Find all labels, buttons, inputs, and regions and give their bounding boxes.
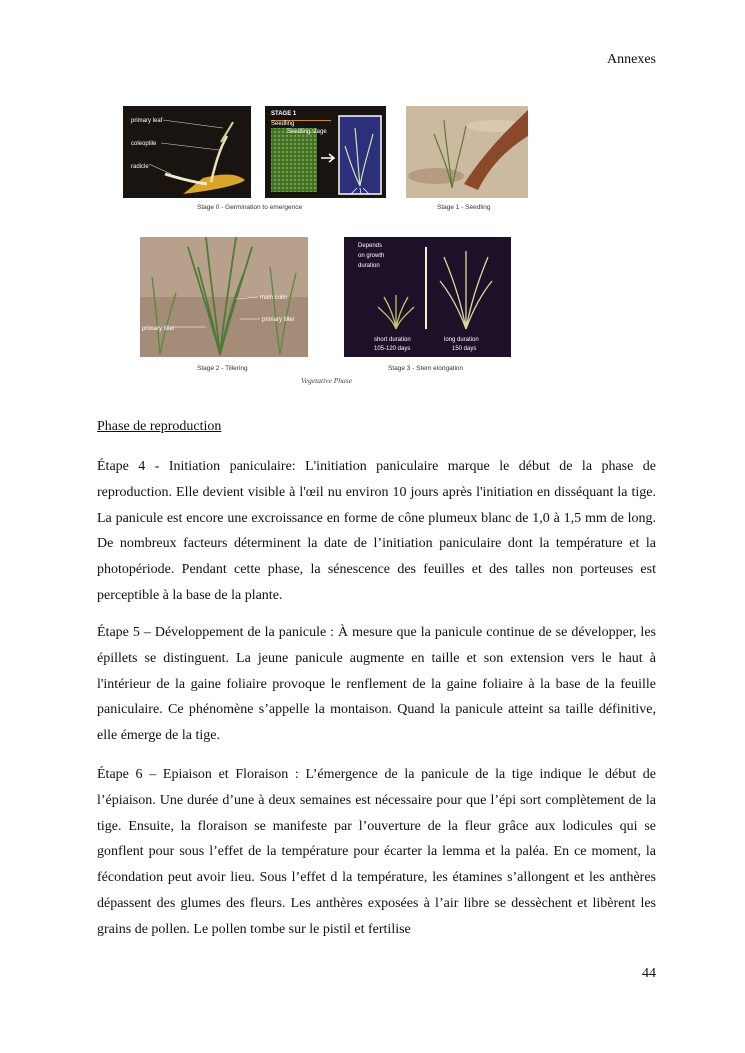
caption-stage1: Stage 1 - Seedling bbox=[437, 204, 491, 211]
label-duration: duration bbox=[358, 263, 380, 269]
stage1-box-label: Seedling stage bbox=[287, 129, 327, 135]
paragraph-stage4: Étape 4 - Initiation paniculaire: L'initiation paniculaire marque le début de la phase de reproduction. Elle devient visible à l'œil nu environ 10 jours après l'initiation en disséquant la tige. La panicule est encore une excroissance en forme de cône plumeux blanc de 1,0 à 1,5 mm de long. De nombreux facteurs déterminent la date de l’initiation paniculaire dont la température et la photopériode. Pendant cette phase, la sénescence des feuilles et des talles non porteuses est perceptible à la base de la plante. bbox=[97, 459, 656, 603]
rice-growth-stages-figure bbox=[115, 100, 545, 390]
seedling-planting-photo bbox=[406, 106, 528, 198]
caption-stage3: Stage 3 - Stem elongation bbox=[388, 365, 464, 372]
label-primary-tiller-left: primary tiller bbox=[142, 326, 175, 332]
label-coleoptile: coleoptile bbox=[131, 141, 157, 147]
label-main-culm: main culm bbox=[260, 295, 288, 301]
label-depends: Depends bbox=[358, 243, 383, 249]
paragraph-stage5: Étape 5 – Développement de la panicule : À mesure que la panicule continue de se développer, les épillets se distinguent. La jeune panicule augmente en taille et son extension vers le haut à l'intérieur de la gaine foliaire provoque le renflement de la gaine foliaire à la base de la feuille paniculaire. Ce phénomène s’appelle la montaison. Quand la panicule atteint sa taille définitive, elle émerge de la tige. bbox=[97, 625, 656, 744]
paragraph-stage6: Étape 6 – Epiaison et Floraison : L’émergence de la panicule de la tige indique le début de l’épiaison. Une durée d’une à deux semaines est nécessaire pour que l’épi sort complètement de la tige. Ensuite, la floraison se manifeste par l’ouverture de la fleur grâce aux lodicules qui se gonflent pour sous l’effet de la température pour écarter la lemma et la paléa. En ce moment, la fécondation peut avoir lieu. Sous l’effet d la température, les étamines s’allongent et les anthères dépassent des glumes des fleurs. Les anthères exposées à l’air libre se dessèchent et libèrent les grains de pollen. Le pollen tombe sur le pistil et fertilise bbox=[97, 767, 656, 937]
caption-stage2: Stage 2 - Tillering bbox=[197, 365, 248, 372]
running-header: Annexes bbox=[607, 52, 656, 67]
stem-elongation-diagram bbox=[344, 237, 511, 357]
label-long-days: 150 days bbox=[452, 346, 477, 352]
seedling-stage-diagram bbox=[265, 106, 386, 198]
caption-stage0: Stage 0 - Germination to emergence bbox=[197, 204, 303, 211]
stage1-subtitle: Seedling bbox=[271, 121, 295, 127]
page-number: 44 bbox=[642, 966, 656, 981]
label-radicle: radicle bbox=[131, 164, 149, 170]
tillering-photo bbox=[140, 237, 308, 357]
label-primary-tiller-right: primary tiller bbox=[262, 317, 295, 323]
stage1-title: STAGE 1 bbox=[271, 111, 297, 117]
section-heading: Phase de reproduction bbox=[97, 419, 222, 434]
phase-caption: Vegetative Phase bbox=[301, 376, 353, 385]
germination-photo bbox=[123, 106, 251, 198]
label-short-days: 105-120 days bbox=[374, 346, 411, 352]
label-short-duration: short duration bbox=[374, 337, 411, 343]
label-long-duration: long duration bbox=[444, 337, 479, 343]
label-on-growth: on growth bbox=[358, 253, 385, 259]
label-primary-leaf: primary leaf bbox=[131, 118, 163, 124]
